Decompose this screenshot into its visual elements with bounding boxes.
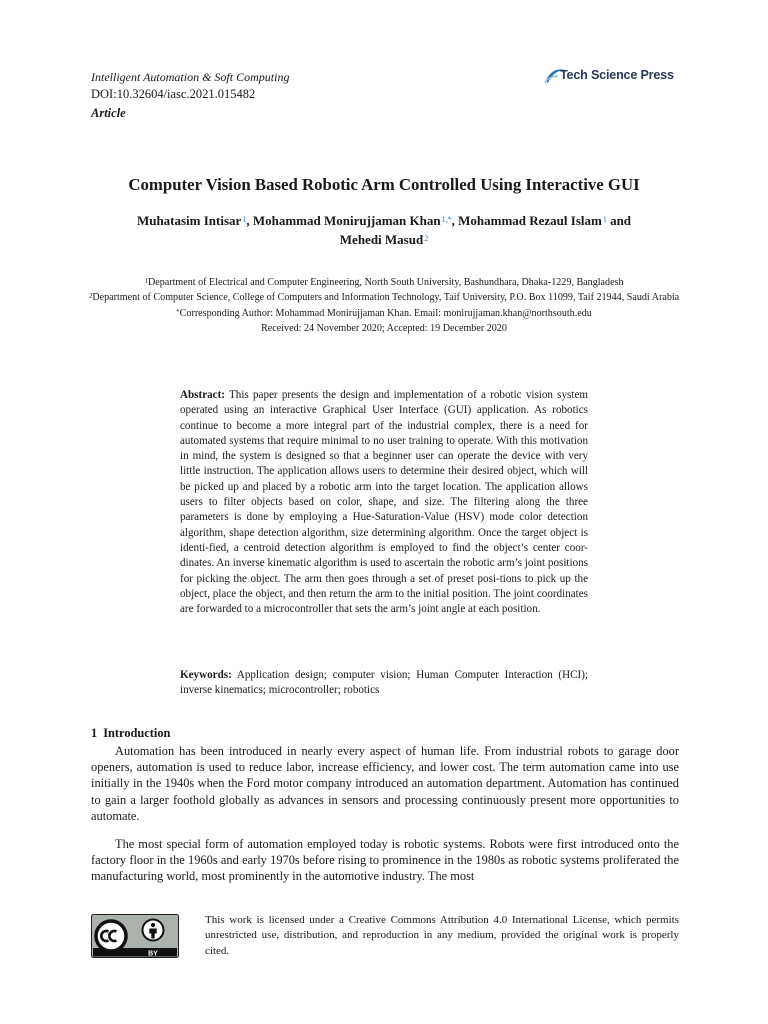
affiliation-mark: 1 xyxy=(602,215,607,224)
section-title: Introduction xyxy=(103,726,171,740)
section-heading xyxy=(91,726,176,741)
doi[interactable]: DOI:10.32604/iasc.2021.015482 xyxy=(91,87,256,101)
cc-by-icon xyxy=(91,914,179,958)
publisher-logo xyxy=(544,66,680,88)
author-name: Muhatasim Intisar xyxy=(136,213,242,228)
body-paragraph: The most special form of automation employed today is robotic systems. Robots were first introduced onto the factory floor in the 1960s and early 1970s before rising to prominence in the 1980s as robotic systems proliferated the manufacturing world, most prominently in the automotive industry. The most xyxy=(91,837,679,884)
publisher-name: Tech Science Press xyxy=(560,68,674,82)
license-text: This work is licensed under a Creative Commons Attribution 4.0 International License, which permits unrestricted use, distribution, and reproduction in any medium, provided the original work is properly cited. xyxy=(205,914,679,957)
abstract xyxy=(180,388,588,617)
keywords-label: Keywords: xyxy=(180,669,232,681)
cc-by-badge[interactable] xyxy=(91,914,179,958)
abstract-label: Abstract: xyxy=(180,389,225,401)
corresponding-author: *Corresponding Author: Mohammad Monirujjaman Khan. Email: monirujjaman.khan@northsouth.edu xyxy=(176,307,592,319)
author-name: Mehedi Masud xyxy=(339,232,424,247)
author-separator: and xyxy=(606,213,632,228)
keywords-text: Application design; computer vision; Human Computer Interaction (HCI); inverse kinematics; microcontroller; robotics xyxy=(180,669,588,697)
affiliation-mark: 2 xyxy=(424,234,429,243)
received-accepted-dates: Received: 24 November 2020; Accepted: 19 December 2020 xyxy=(261,322,507,334)
author-name: Mohammad Monirujjaman Khan xyxy=(252,213,441,228)
author-name: Mohammad Rezaul Islam xyxy=(458,213,602,228)
affiliation-mark: 1 xyxy=(242,215,247,224)
article-type: Article xyxy=(91,106,126,120)
body-paragraph: Automation has been introduced in nearly every aspect of human life. From industrial robots to garage door openers, automation is used to reduce labor, increase efficiency, and lower cost. The term automation came into use initially in the 1940s when the Ford motor company introduced an automation department. Automation has continued to gain a larger foothold globally as advances in sensors and processing continuously present more opportunities to automate. xyxy=(91,744,679,823)
author-separator: , xyxy=(246,213,253,228)
affiliation-mark: 1,* xyxy=(441,215,452,224)
keywords xyxy=(180,668,588,699)
author-separator: , xyxy=(451,213,459,228)
affiliation-2: $^2$Department of Computer Science, College of Computers and Information Technology, Taif University, P.O. Box 11099, Taif 21944, Saudi Arabia xyxy=(88,292,680,304)
journal-name: Intelligent Automation & Soft Computing xyxy=(91,70,290,84)
affiliation-1: $^1$Department of Electrical and Computer Engineering, North South University, Bashundhara, Dhaka-1229, Bangladesh xyxy=(144,277,624,288)
affiliations xyxy=(85,275,683,336)
author-list xyxy=(95,211,673,249)
by-badge-label: BY xyxy=(148,950,158,958)
abstract-text: This paper presents the design and implementation of a robotic vision system operated using an interactive Graphical User Interface (GUI) application. As robotics continue to become a more integral part of the industrial complex, there is a need for automated systems that require minimal to no user training to operate. With this motivation in mind, the system is designed so that a beginner user can operate the device with very little instruction. The application allows users to determine their desired object, which will be picked up and placed by a robotic arm into the target location. The application allows users to filter objects based on color, shape, and size. The filtering along the three parameters is done by employing a Hue-Saturation-Value (HSV) mode color detection algorithm, shape detection algorithm, size determining algorithm. Once the target object is identi-fied, a centroid detection algorithm is employed to find the object’s center coor-dinates. An inverse kinematic algorithm is used to ascertain the robotic arm’s joint positions for picking the object. The arm then goes through a set of preset posi-tions to pick up the object, place the object, and then return the arm to the initial position. The joint coordinates are forwarded to a microcontroller that sets the arm’s joint angle at each position. xyxy=(180,389,588,616)
paper-title: Computer Vision Based Robotic Arm Controlled Using Interactive GUI xyxy=(128,175,640,194)
section-number: 1 xyxy=(91,726,98,740)
